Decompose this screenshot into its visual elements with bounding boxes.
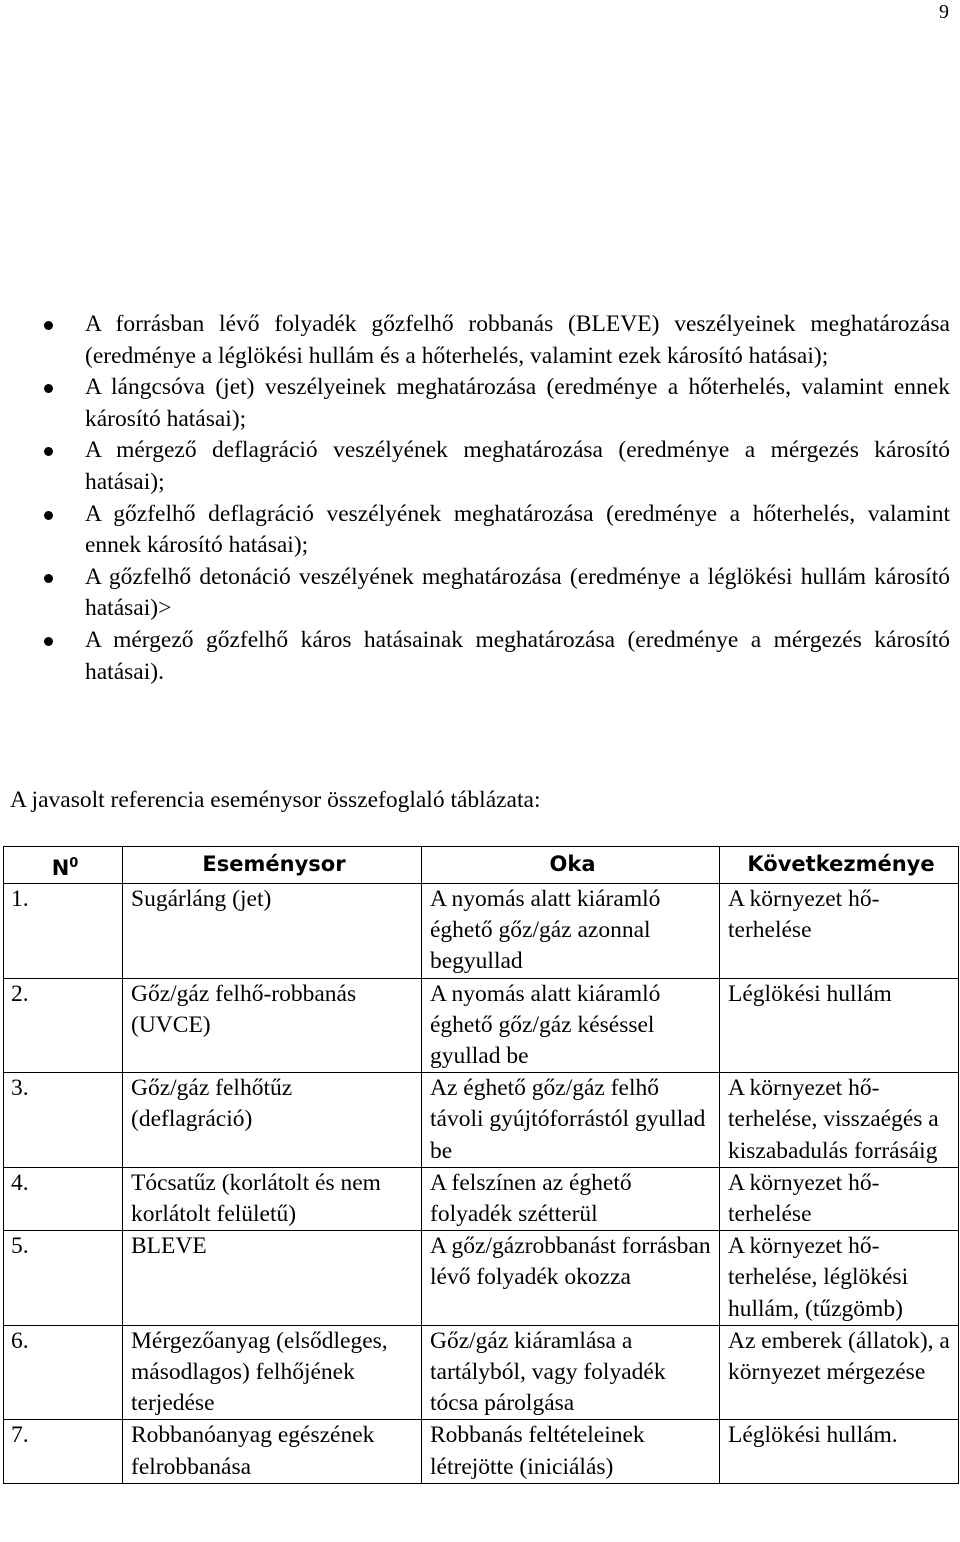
bullet-icon (44, 511, 53, 520)
table-row (4, 1420, 959, 1483)
table-row (4, 884, 959, 979)
list-item-text: A lángcsóva (jet) veszélyeinek meghatározása (eredménye a hőterhelés, valamint ennek károsító hatásai); (85, 374, 950, 432)
bullet-icon (44, 637, 53, 646)
header-cause: Oka (422, 847, 720, 884)
list-item (40, 309, 950, 372)
list-item-text: A gőzfelhő detonáció veszélyének meghatározása (eredménye a léglökési hullám károsító hatásai)> (85, 563, 950, 622)
cell-number: 4. (4, 1167, 123, 1230)
list-item (40, 562, 950, 625)
table-row (4, 1325, 959, 1420)
cell-number: 1. (4, 884, 123, 979)
cell-consequence: A környezet hő-terhelése, léglökési hullám, (tűzgömb) (720, 1231, 959, 1326)
header-consequence: Következménye (720, 847, 959, 884)
cell-cause: Robbanás feltételeinek létrejötte (iniciálás) (422, 1420, 720, 1483)
cell-consequence: Az emberek (állatok), a környezet mérgezése (720, 1325, 959, 1420)
cell-cause: Az éghető gőz/gáz felhő távoli gyújtóforrástól gyullad be (422, 1073, 720, 1168)
table-caption: A javasolt referencia eseménysor összefoglaló táblázata: (10, 787, 541, 813)
cell-event: Gőz/gáz felhő-robbanás (UVCE) (123, 978, 422, 1073)
bullet-icon (44, 447, 53, 456)
cell-consequence: A környezet hő-terhelése (720, 884, 959, 979)
cell-event: Gőz/gáz felhőtűz (deflagráció) (123, 1073, 422, 1168)
bullet-icon (44, 574, 53, 583)
cell-number: 6. (4, 1325, 123, 1420)
bullet-icon (44, 321, 53, 330)
cell-consequence: Léglökési hullám (720, 978, 959, 1073)
list-item-text: A gőzfelhő deflagráció veszélyének meghatározása (eredménye a hőterhelés, valamint ennek károsító hatásai); (85, 500, 950, 559)
cell-event: Sugárláng (jet) (123, 884, 422, 979)
cell-number: 3. (4, 1073, 123, 1168)
table-row (4, 1231, 959, 1326)
cell-number: 7. (4, 1420, 123, 1483)
cell-consequence: A környezet hő-terhelése, visszaégés a kiszabadulás forrásáig (720, 1073, 959, 1168)
cell-event: Tócsatűz (korlátolt és nem korlátolt felületű) (123, 1167, 422, 1230)
table-row (4, 1167, 959, 1230)
list-item-text: A mérgező gőzfelhő káros hatásainak meghatározása (eredménye a mérgezés károsító hatásai). (85, 626, 950, 685)
table-header-row (4, 847, 959, 884)
header-number-superscript: 0 (69, 856, 79, 871)
page-number: 9 (939, 1, 949, 23)
cell-number: 5. (4, 1231, 123, 1326)
list-item-text: A mérgező deflagráció veszélyének meghatározása (eredménye a mérgezés károsító hatásai); (85, 437, 950, 495)
header-event: Eseménysor (123, 847, 422, 884)
hazard-list (40, 309, 950, 688)
cell-consequence: Léglökési hullám. (720, 1420, 959, 1483)
event-summary-table (3, 846, 959, 1484)
bullet-icon (44, 384, 53, 393)
list-item-text: A forrásban lévő folyadék gőzfelhő robbanás (BLEVE) veszélyeinek meghatározása (eredménye a léglökési hullám és a hőterhelés, valamint ezek károsító hatásai); (85, 311, 950, 369)
list-item (40, 499, 950, 562)
cell-cause: A nyomás alatt kiáramló éghető gőz/gáz azonnal begyullad (422, 884, 720, 979)
list-item (40, 435, 950, 498)
header-number: $N^0$ (4, 847, 123, 884)
cell-event: Robbanóanyag egészének felrobbanása (123, 1420, 422, 1483)
cell-cause: A gőz/gázrobbanást forrásban lévő folyadék okozza (422, 1231, 720, 1326)
cell-consequence: A környezet hő-terhelése (720, 1167, 959, 1230)
cell-event: Mérgezőanyag (elsődleges, másodlagos) felhőjének terjedése (123, 1325, 422, 1420)
cell-number: 2. (4, 978, 123, 1073)
list-item (40, 372, 950, 435)
cell-cause: Gőz/gáz kiáramlása a tartályból, vagy folyadék tócsa párolgása (422, 1325, 720, 1420)
table-row (4, 1073, 959, 1168)
cell-event: BLEVE (123, 1231, 422, 1326)
table-row (4, 978, 959, 1073)
cell-cause: A nyomás alatt kiáramló éghető gőz/gáz késéssel gyullad be (422, 978, 720, 1073)
list-item (40, 625, 950, 688)
cell-cause: A felszínen az éghető folyadék szétterül (422, 1167, 720, 1230)
